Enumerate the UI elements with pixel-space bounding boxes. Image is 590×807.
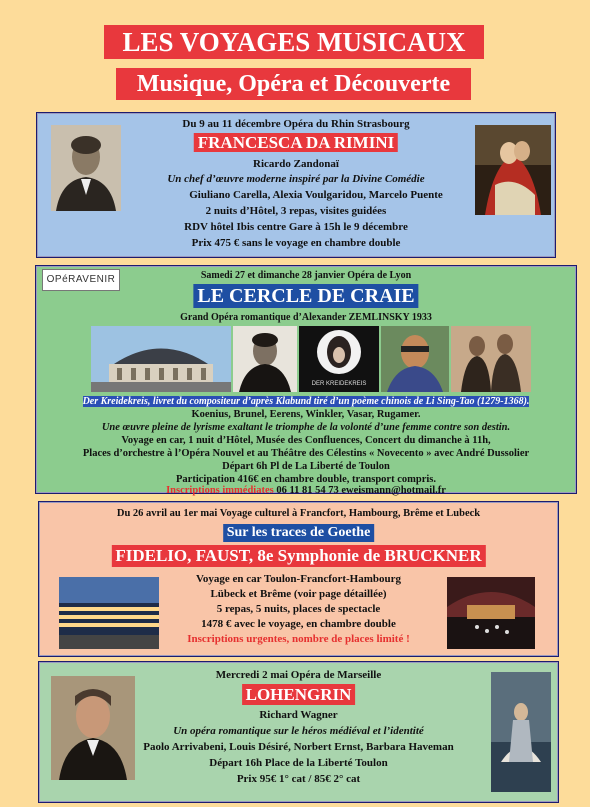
event-subtitle: Grand Opéra romantique d’Alexander ZEMLINSKY 1933 <box>180 312 432 323</box>
event-panel-goethe <box>38 501 559 657</box>
inscription-label: Inscriptions immédiates <box>166 485 274 496</box>
event-detail: Voyage en car, 1 nuit d’Hôtel, Musée des Confluences, Concert du dimanche à 11h, <box>121 435 491 446</box>
event-detail: 5 repas, 5 nuits, places de spectacle <box>216 603 381 615</box>
event-detail: Prix 95€ 1° cat / 85€ 2° cat <box>236 773 361 785</box>
event-detail: Giuliano Carella, Alexia Voulgaridou, Marcelo Puente <box>189 189 443 201</box>
event-panel-francesca <box>36 112 556 258</box>
event-detail: Paolo Arrivabeni, Louis Désiré, Norbert Ernst, Barbara Haveman <box>143 741 454 753</box>
composer-painting <box>381 326 449 392</box>
zemlinsky-portrait-photo <box>233 326 297 392</box>
event-detail: Prix 475 € sans le voyage en chambre double <box>191 237 401 249</box>
event-title: LE CERCLE DE CRAIE <box>193 284 418 308</box>
two-men-photo <box>451 326 531 392</box>
page-subtitle: Musique, Opéra et Découverte <box>116 68 471 100</box>
event-detail: RDV hôtel Ibis centre Gare à 15h le 9 décembre <box>184 221 408 233</box>
libretto-text: , livret du compositeur d’après Klabund tiré d’un poème chinois de Li Sing-Tao (1279-1368). <box>147 396 530 407</box>
event-detail: Un chef d’œuvre moderne inspiré par la Divine Comédie <box>167 173 425 185</box>
event-date-line: Du 26 avril au 1er mai Voyage culturel à Francfort, Hambourg, Brême et Lubeck <box>116 508 481 519</box>
event-detail: Koenius, Brunel, Eerens, Winkler, Vasar, Rugamer. <box>191 409 421 420</box>
event-detail: 1478 € avec le voyage, en chambre double <box>201 618 396 630</box>
event-detail: Participation 416€ en chambre double, transport compris. <box>176 474 436 485</box>
event-detail: Ricardo Zandonaï <box>253 158 339 170</box>
event-detail: 2 nuits d’Hôtel, 3 repas, visites guidées <box>205 205 387 217</box>
event-detail: Départ 16h Place de la Liberté Toulon <box>209 757 388 769</box>
event-date-line: Samedi 27 et dimanche 28 janvier Opéra de Lyon <box>200 270 412 281</box>
operavenir-logo: OPéRAVENIR <box>42 269 120 291</box>
event-panel-cercle <box>35 265 577 494</box>
inscription-contact[interactable]: 06 11 81 54 73 eweismann@hotmail.fr <box>273 485 446 496</box>
event-detail: Une œuvre pleine de lyrisme exaltant le triomphe de la volonté d’une femme contre son destin. <box>101 422 511 433</box>
event-detail: Départ 6h Pl de La Liberté de Toulon <box>222 461 390 472</box>
libretto-highlight <box>83 396 530 407</box>
event-date-line: Mercredi 2 mai Opéra de Marseille <box>215 669 382 681</box>
event-title: LOHENGRIN <box>242 684 356 705</box>
event-detail: Richard Wagner <box>259 709 338 721</box>
libretto-title: Der Kreidekreis <box>82 396 148 407</box>
opera-lyon-photo <box>91 326 231 392</box>
libretto-line <box>36 395 576 409</box>
event-panel-lohengrin <box>38 661 559 803</box>
page-title: LES VOYAGES MUSICAUX <box>104 25 484 59</box>
album-cover-image <box>299 326 379 392</box>
event-title: FRANCESCA DA RIMINI <box>194 133 398 152</box>
event-tag: Sur les traces de Goethe <box>223 524 375 542</box>
inscription-line <box>36 484 576 498</box>
album-cover-label: DER KREIDEKREIS <box>311 381 367 387</box>
event-detail: Voyage en car Toulon-Francfort-Hambourg <box>195 573 402 585</box>
event-detail: Un opéra romantique sur le héros médiéval et l’identité <box>173 725 424 737</box>
event-detail: Places d’orchestre à l’Opéra Nouvel et au Théâtre des Célestins « Novecento » avec André Dussolier <box>82 448 530 459</box>
event-date-line: Du 9 au 11 décembre Opéra du Rhin Strasbourg <box>182 118 410 130</box>
urgent-notice: Inscriptions urgentes, nombre de places limité ! <box>187 633 410 645</box>
event-detail: Lübeck et Brême (voir page détaillée) <box>210 588 387 600</box>
event-title: FIDELIO, FAUST, 8e Symphonie de BRUCKNER <box>111 545 485 567</box>
